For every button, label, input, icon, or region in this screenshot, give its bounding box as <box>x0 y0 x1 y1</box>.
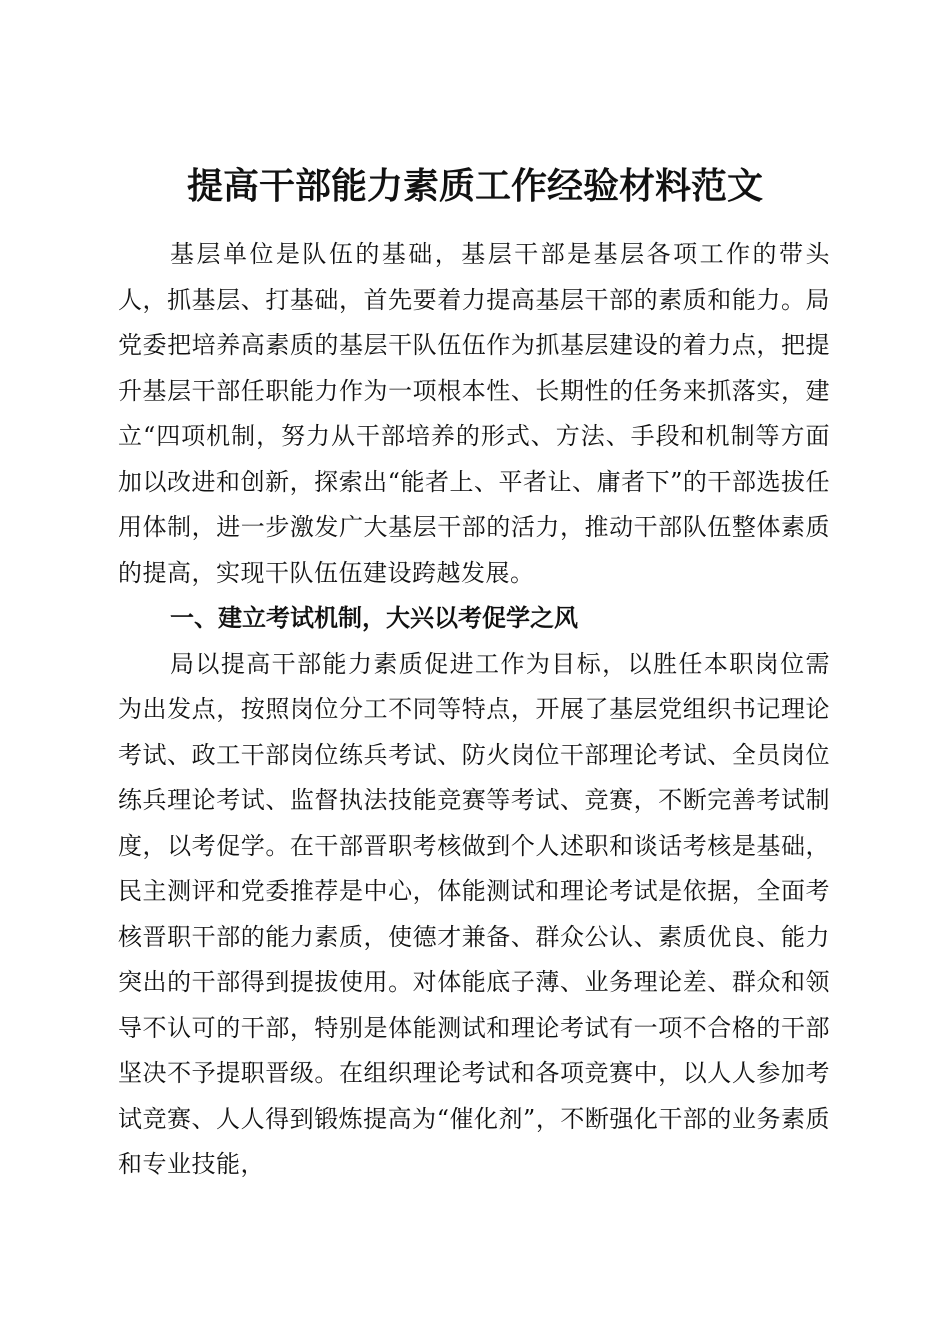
section-paragraph-1: 局以提高干部能力素质促进工作为目标，以胜任本职岗位需为出发点，按照岗位分工不同等特点，开展了基层党组织书记理论考试、政工干部岗位练兵考试、防火岗位干部理论考试、全员岗位练兵理论考试、监督执法技能竞赛等考试、竞赛，不断完善考试制度，以考促学。在干部晋职考核做到个人述职和谈话考核是基础，民主测评和党委推荐是中心，体能测试和理论考试是依据，全面考核晋职干部的能力素质，使德才兼备、群众公认、素质优良、能力突出的干部得到提拔使用。对体能底子薄、业务理论差、群众和领导不认可的干部，特别是体能测试和理论考试有一项不合格的干部坚决不予提职晋级。在组织理论考试和各项竞赛中，以人人参加考试竞赛、人人得到锻炼提高为“催化剂”，不断强化干部的业务素质和专业技能， <box>118 649 830 1178</box>
document-body <box>118 232 830 1188</box>
document-title: 提高干部能力素质工作经验材料范文 <box>186 165 763 208</box>
section-heading-1: 一、建立考试机制，大兴以考促学之风 <box>170 604 578 632</box>
intro-paragraph: 基层单位是队伍的基础，基层干部是基层各项工作的带头人，抓基层、打基础，首先要着力提高基层干部的素质和能力。局党委把培养高素质的基层干队伍伍作为抓基层建设的着力点，把提升基层干部任职能力作为一项根本性、长期性的任务来抓落实，建立“四项机制，努力从干部培养的形式、方法、手段和机制等方面加以改进和创新，探索出“能者上、平者让、庸者下”的干部选拔任用体制，进一步激发广大基层干部的活力，推动干部队伍整体素质的提高，实现干队伍伍建设跨越发展。 <box>118 240 830 587</box>
